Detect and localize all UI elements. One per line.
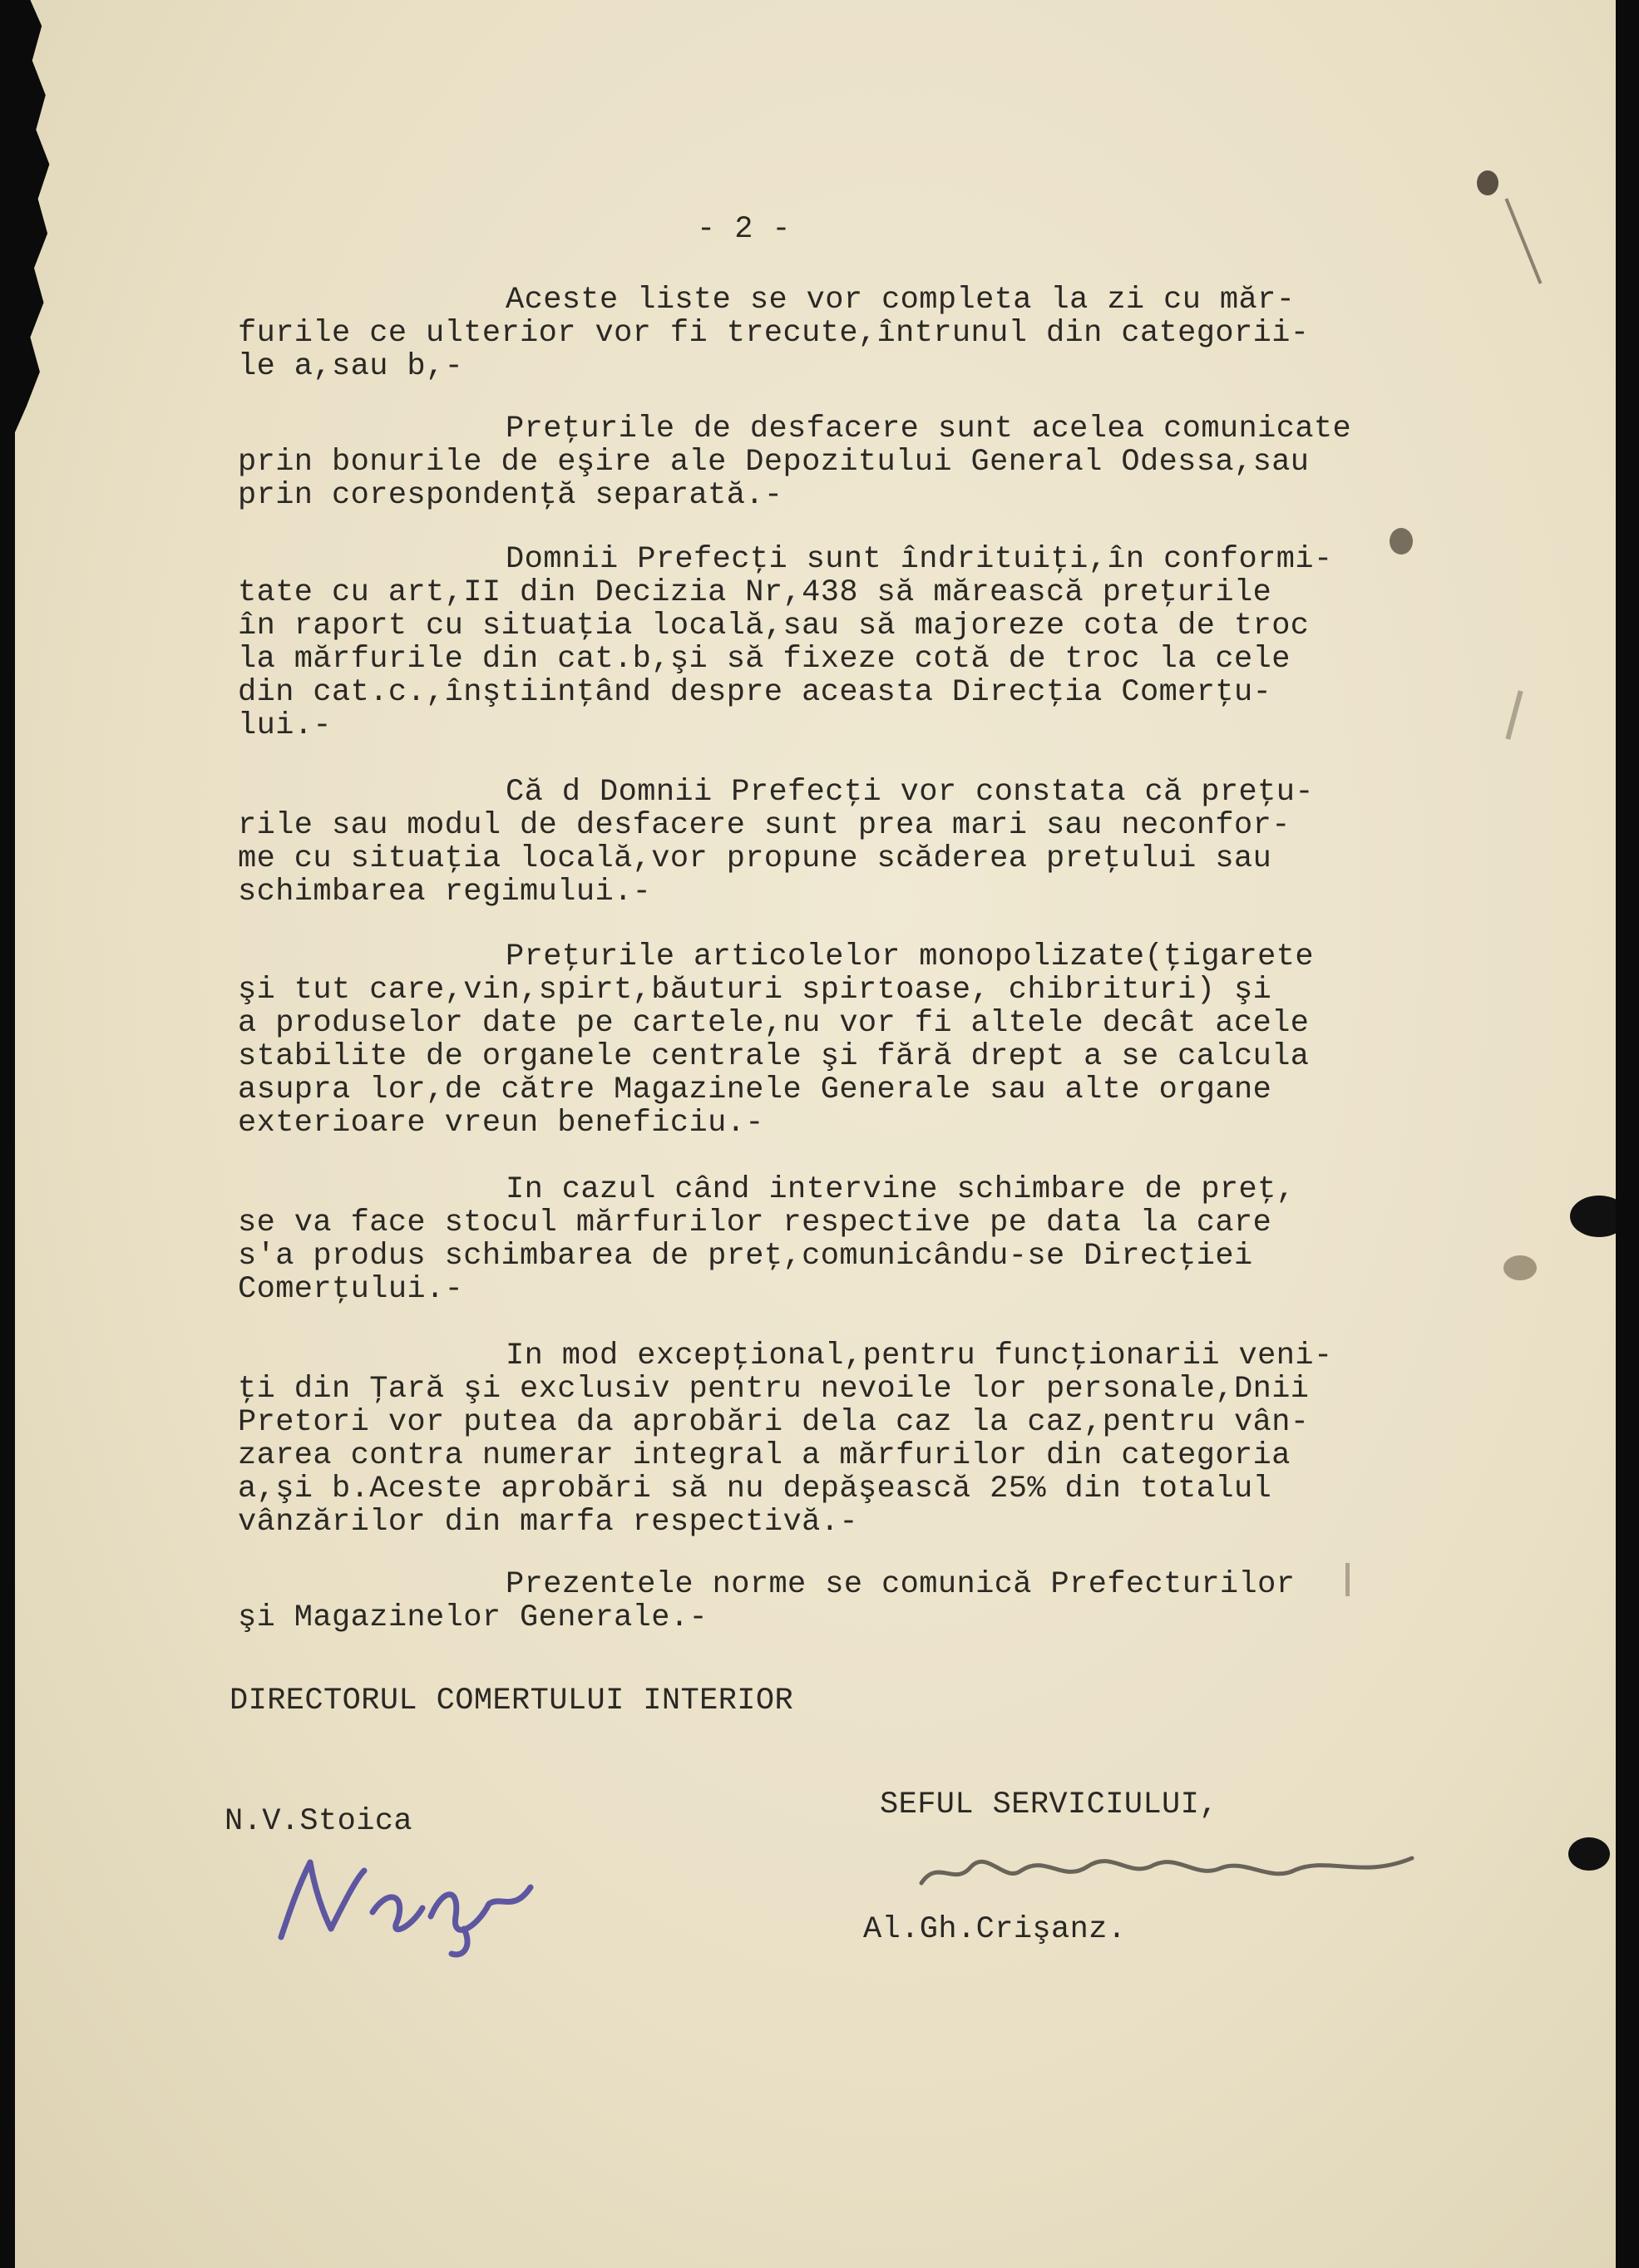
text-line: s'a produs schimbarea de preţ,comunicându-se Direcţiei — [238, 1239, 1253, 1274]
text-line: Preţurile de desfacere sunt acelea comunicate — [506, 412, 1352, 446]
text-line: furile ce ulterior vor fi trecute,întrunul din categorii- — [238, 316, 1310, 351]
text-line: Preţurile articolelor monopolizate(ţigarete — [506, 939, 1314, 974]
text-line: prin corespondenţă separată.- — [238, 478, 783, 513]
text-line: stabilite de organele centrale şi fără drept a se calcula — [238, 1039, 1310, 1074]
stain-streak — [1505, 690, 1523, 740]
text-line: rile sau modul de desfacere sunt prea mari sau neconfor- — [238, 808, 1291, 843]
stain-mark — [1390, 528, 1413, 555]
text-line: la mărfurile din cat.b,şi să fixeze cotă de troc la cele — [238, 642, 1291, 677]
text-line: me cu situaţia locală,vor propune scăderea preţului sau — [238, 841, 1272, 876]
text-line: prin bonurile de eşire ale Depozitului General Odessa,sau — [238, 445, 1310, 480]
document-page — [15, 0, 1616, 2268]
text-line: Comerţului.- — [238, 1272, 464, 1307]
text-line: lui.- — [238, 708, 333, 743]
chief-name: Al.Gh.Crişanz. — [863, 1912, 1127, 1947]
chief-title: SEFUL SERVICIULUI, — [880, 1787, 1218, 1822]
text-line: a,şi b.Aceste aprobări să nu depăşească 25% din totalul — [238, 1472, 1272, 1506]
punch-hole — [1568, 1837, 1610, 1871]
text-line: le a,sau b,- — [238, 349, 464, 384]
text-line: în raport cu situaţia locală,sau să majoreze cota de troc — [238, 609, 1310, 643]
text-line: Prezentele norme se comunică Prefecturilor — [506, 1567, 1296, 1602]
stain-streak — [1345, 1563, 1350, 1596]
page-number: - 2 - — [697, 212, 792, 247]
punch-hole — [1570, 1196, 1616, 1237]
text-line: a produselor date pe cartele,nu vor fi altele decât acele — [238, 1006, 1310, 1041]
text-line: Pretori vor putea da aprobări dela caz la caz,pentru vân- — [238, 1405, 1310, 1440]
stain-streak — [1505, 198, 1543, 284]
stain-mark — [1503, 1255, 1537, 1280]
text-line: Că d Domnii Prefecţi vor constata că preţu- — [506, 775, 1314, 810]
text-line: se va face stocul mărfurilor respective pe data la care — [238, 1205, 1272, 1240]
text-line: vânzărilor din marfa respectivă.- — [238, 1505, 858, 1540]
text-line: zarea contra numerar integral a mărfurilor din categoria — [238, 1438, 1291, 1473]
director-signature — [264, 1837, 564, 1962]
text-line: din cat.c.,înştiinţând despre aceasta Direcţia Comerţu- — [238, 675, 1272, 710]
director-name: N.V.Stoica — [225, 1804, 413, 1839]
stain-mark — [1477, 170, 1498, 195]
text-line: şi tut care,vin,spirt,băuturi spirtoase, chibrituri) şi — [238, 973, 1272, 1008]
text-line: Domnii Prefecţi sunt îndrituiţi,în conformi- — [506, 542, 1333, 577]
text-line: In cazul când intervine schimbare de preţ, — [506, 1172, 1296, 1207]
torn-edge — [15, 0, 53, 432]
text-line: exterioare vreun beneficiu.- — [238, 1106, 764, 1141]
text-line: asupra lor,de către Magazinele Generale sau alte organe — [238, 1072, 1272, 1107]
text-line: tate cu art,II din Decizia Nr,438 să mărească preţurile — [238, 575, 1272, 610]
text-line: şi Magazinelor Generale.- — [238, 1600, 708, 1635]
text-line: Aceste liste se vor completa la zi cu măr- — [506, 283, 1296, 318]
chief-signature — [913, 1833, 1429, 1900]
text-line: ţi din Ţară şi exclusiv pentru nevoile lor personale,Dnii — [238, 1372, 1310, 1407]
text-line: schimbarea regimului.- — [238, 875, 652, 910]
director-title: DIRECTORUL COMERTULUI INTERIOR — [230, 1684, 794, 1718]
text-line: In mod excepţional,pentru funcţionarii veni- — [506, 1339, 1333, 1373]
